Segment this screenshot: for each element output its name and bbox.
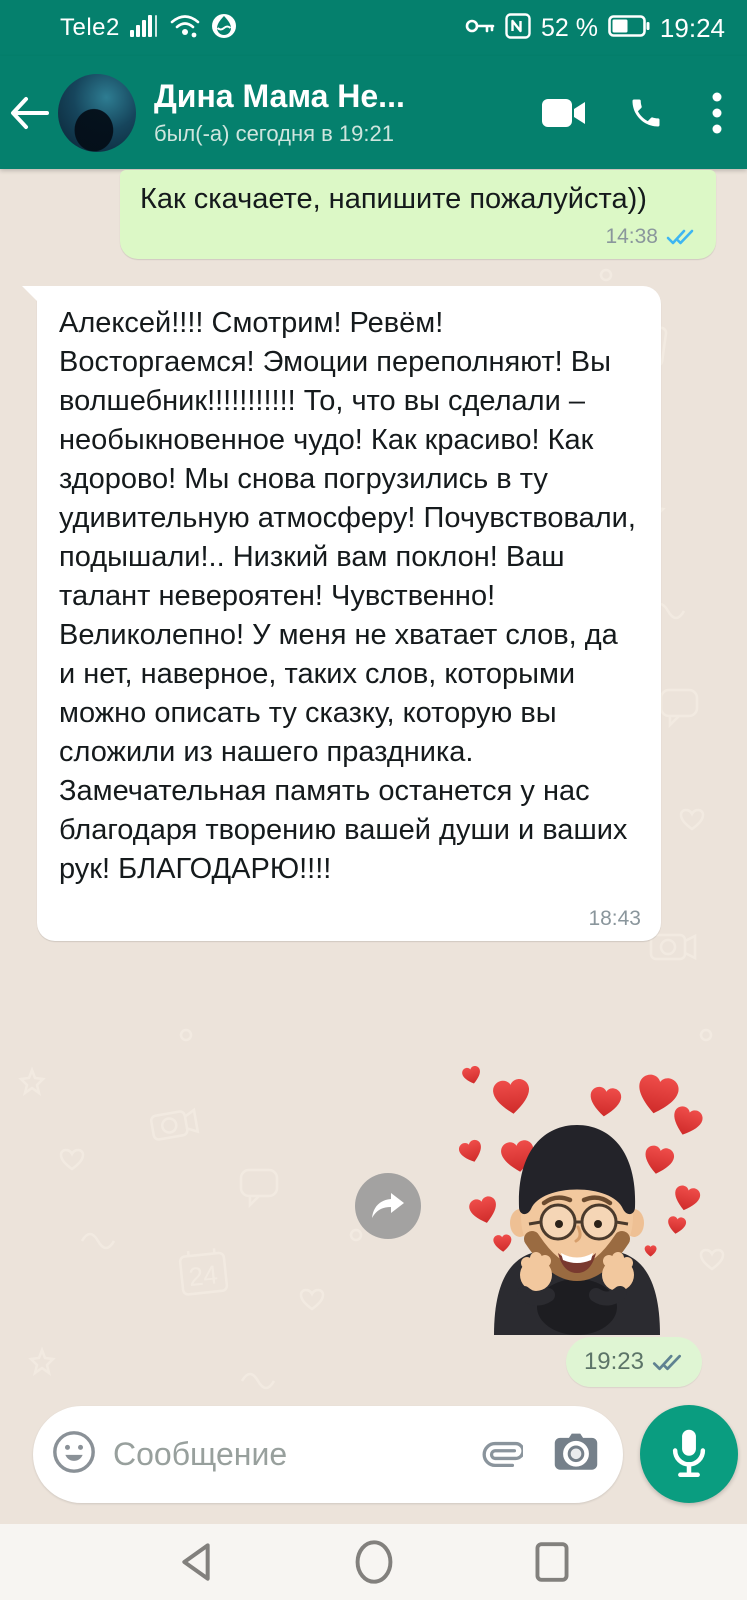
carrier-label: Tele2 <box>60 14 120 41</box>
message-time: 19:23 <box>583 1348 644 1375</box>
battery-icon <box>608 15 650 42</box>
message-text: Как скачаете, напишите пожалуйста)) <box>140 183 647 215</box>
voice-call-button[interactable] <box>605 68 687 158</box>
wallpaper-doodle-pattern: 24 <box>0 169 747 1524</box>
camera-icon[interactable] <box>553 1432 599 1477</box>
incoming-message-bubble[interactable] <box>37 286 661 941</box>
chat-header <box>0 56 747 169</box>
read-receipt-icon <box>652 1353 684 1372</box>
outgoing-message-bubble[interactable] <box>120 170 716 259</box>
forward-icon <box>371 1191 405 1221</box>
clock-label: 19:24 <box>659 12 725 43</box>
contact-avatar[interactable] <box>58 74 136 152</box>
attach-icon[interactable] <box>481 1430 523 1479</box>
video-call-button[interactable] <box>523 68 605 158</box>
contact-info[interactable] <box>154 78 523 147</box>
nav-back-icon <box>179 1542 213 1582</box>
back-arrow-icon <box>9 96 49 130</box>
nav-recents-button[interactable] <box>522 1532 582 1592</box>
battery-percent-label: 52 % <box>540 13 598 42</box>
sticker-timestamp <box>566 1337 702 1387</box>
last-seen-status: был(-а) сегодня в 19:21 <box>154 121 394 146</box>
message-list[interactable] <box>0 169 747 1524</box>
kebab-menu-icon <box>712 91 722 135</box>
message-time: 18:43 <box>588 907 641 930</box>
smart-lock-key-icon <box>465 17 495 40</box>
android-nav-bar <box>0 1524 747 1600</box>
nav-home-icon <box>354 1539 394 1585</box>
nfc-icon <box>505 13 531 44</box>
message-composer <box>0 1404 747 1508</box>
menu-button[interactable] <box>687 68 747 158</box>
status-bar <box>0 0 747 56</box>
emoji-icon[interactable] <box>51 1429 97 1480</box>
nav-home-button[interactable] <box>344 1532 404 1592</box>
message-input-pill[interactable] <box>33 1406 623 1503</box>
voice-record-button[interactable] <box>640 1405 738 1503</box>
video-call-icon <box>541 97 587 129</box>
voice-call-icon <box>628 95 664 131</box>
nav-recents-icon <box>534 1541 570 1583</box>
memoji-hearts-sticker[interactable] <box>432 1055 712 1335</box>
sticker-message[interactable] <box>0 1055 747 1335</box>
message-input[interactable] <box>113 1436 481 1473</box>
bubble-tail <box>22 286 38 302</box>
message-text: Алексей!!!! Смотрим! Ревём! Восторгаемся! Эмоции переполняют! Вы волшебник!!!!!!!!!!! То, что вы сделали – необыкновенное чудо! Как красиво! Как здорово! Мы снова погрузились в ту удивительную атмосферу! Почувствовали, подышали!.. Низкий вам поклон! Ваш талант невероятен! Чувственно! Великолепно! У меня не хватает слов, да и нет, наверное, таких слов, которыми можно описать ту сказку, которую вы сложили из нашего праздника. Замечательная память останется у нас благодаря творению вашей души и ваших рук! БЛАГОДАРЮ!!!! <box>59 307 636 885</box>
mic-icon <box>667 1428 711 1480</box>
vpn-app-icon <box>210 12 238 45</box>
contact-name: Дина Мама Не... <box>154 78 405 114</box>
wifi-icon <box>170 13 200 44</box>
back-button[interactable] <box>0 96 58 130</box>
message-time: 14:38 <box>605 225 658 248</box>
signal-strength-icon <box>130 14 160 43</box>
nav-back-button[interactable] <box>166 1532 226 1592</box>
read-receipt-icon <box>666 228 696 246</box>
forward-button[interactable] <box>355 1173 421 1239</box>
